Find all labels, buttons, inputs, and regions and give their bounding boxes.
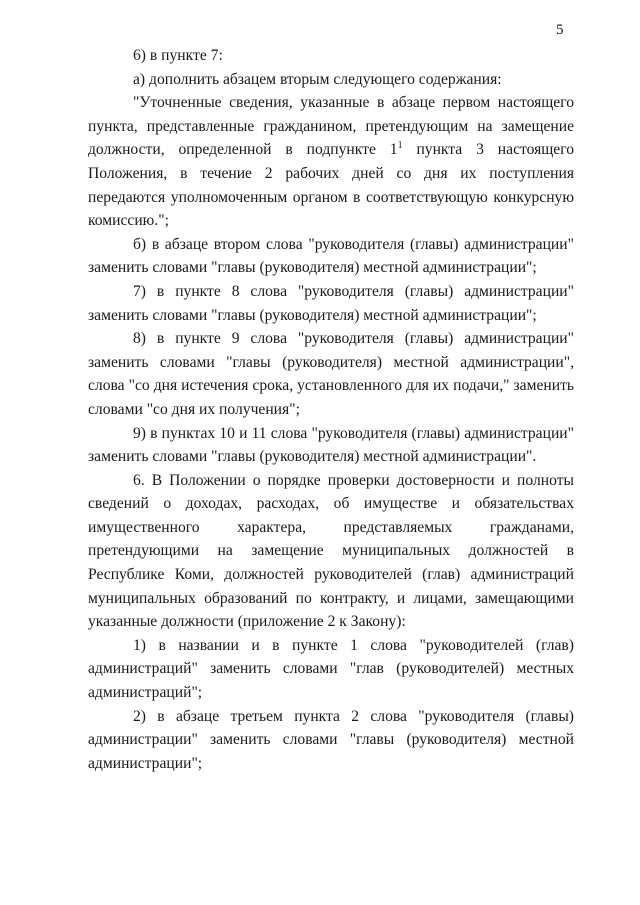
paragraph-section-6-item-2: 2) в абзаце третьем пункта 2 слова "руководителя (главы) администрации" заменить словами "главы (руководителя) местной администрации";: [88, 707, 574, 772]
paragraph-item-7: 7) в пункте 8 слова "руководителя (главы) администрации" заменить словами "главы (руководителя) местной администрации";: [88, 282, 574, 324]
paragraph-item-8: 8) в пункте 9 слова "руководителя (главы) администрации" заменить словами "главы (руководителя) местной администрации", слова "со дня истечения срока, установленного для их подачи," заменить словами "со дня их получения";: [88, 330, 574, 418]
quoted-text-part-1: "Уточненные сведения, указанные в абзаце первом настоящего пункта, представленные гражданином, претендующим на замещение должности, определенной в подпункте 1: [88, 94, 574, 159]
document-body: [88, 44, 574, 775]
paragraph-section-6: 6. В Положении о порядке проверки достоверности и полноты сведений о доходах, расходах, об имуществе и обязательствах имущественного характера, представляемых гражданами, претендующими на замещение муниципальных должностей в Республике Коми, должностей руководителей (глав) администраций муниципальных образований по контракту, и лицами, замещающими указанные должности (приложение 2 к Закону):: [88, 471, 574, 631]
paragraph-subitem-b: б) в абзаце втором слова "руководителя (главы) администрации" заменить словами "главы (руководителя) местной администрации";: [88, 235, 574, 277]
paragraph-item-9: 9) в пунктах 10 и 11 слова "руководителя (главы) администрации" заменить словами "главы (руководителя) местной администрации".: [88, 424, 574, 466]
paragraph-quoted-text: [88, 91, 574, 233]
paragraph-item-6: 6) в пункте 7:: [133, 47, 223, 64]
superscript: 1: [397, 140, 403, 152]
page-number: 5: [556, 22, 564, 38]
paragraph-section-6-item-1: 1) в названии и в пункте 1 слова "руководителей (глав) администраций" заменить словами "глав (руководителей) местных администраций";: [88, 636, 574, 702]
quoted-text-part-2: пункта 3 настоящего Положения, в течение 2 рабочих дней со дня их поступления передаются уполномоченным органом в соответствующую конкурсную комиссию.";: [88, 141, 575, 230]
paragraph-subitem-a: а) дополнить абзацем вторым следующего содержания:: [133, 70, 502, 88]
